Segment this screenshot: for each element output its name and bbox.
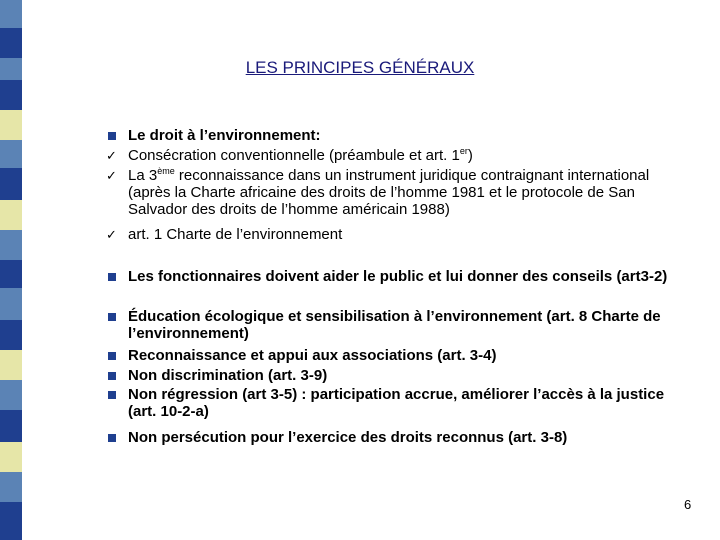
list-item: Éducation écologique et sensibilisation à l’environnement (art. 8 Charte de l’environnement) [128,308,688,342]
check-item: ✓ La 3ème reconnaissance dans un instrument juridique contraignant international (après la Charte africaine des droits de l’homme 1981 et le protocole de San Salvador des droits de l’homme américain 1988) [106,166,650,218]
checkmark-icon: ✓ [106,168,117,183]
square-bullet-icon [108,352,116,360]
square-bullet-icon [108,313,116,321]
square-bullet-icon [108,434,116,442]
slide-title [0,58,720,78]
checkmark-icon: ✓ [106,148,117,163]
decorative-stripe [0,0,22,540]
list-item: Les fonctionnaires doivent aider le public et lui donner des conseils (art3-2) [128,268,688,285]
check-item: ✓ art. 1 Charte de l’environnement [106,226,343,243]
square-bullet-icon [108,273,116,281]
check-item: ✓ Consécration conventionnelle (préambule et art. 1er) [106,146,473,164]
list-item [128,127,688,144]
checkmark-icon: ✓ [106,227,117,242]
square-bullet-icon [108,372,116,380]
square-bullet-icon [108,132,116,140]
page-number: 6 [684,497,692,512]
list-item: Non régression (art 3-5) : participation accrue, améliorer l’accès à la justice (art. 10-2-a) [128,386,688,420]
square-bullet-icon [108,391,116,399]
list-item: Non persécution pour l’exercice des droits reconnus (art. 3-8) [128,429,688,446]
list-item: Non discrimination (art. 3-9) [128,367,688,384]
list-item: Reconnaissance et appui aux associations (art. 3-4) [128,347,688,364]
slide-title-text: LES PRINCIPES GÉNÉRAUX [245,58,475,77]
section1-heading: Le droit à l’environnement: [128,127,321,144]
